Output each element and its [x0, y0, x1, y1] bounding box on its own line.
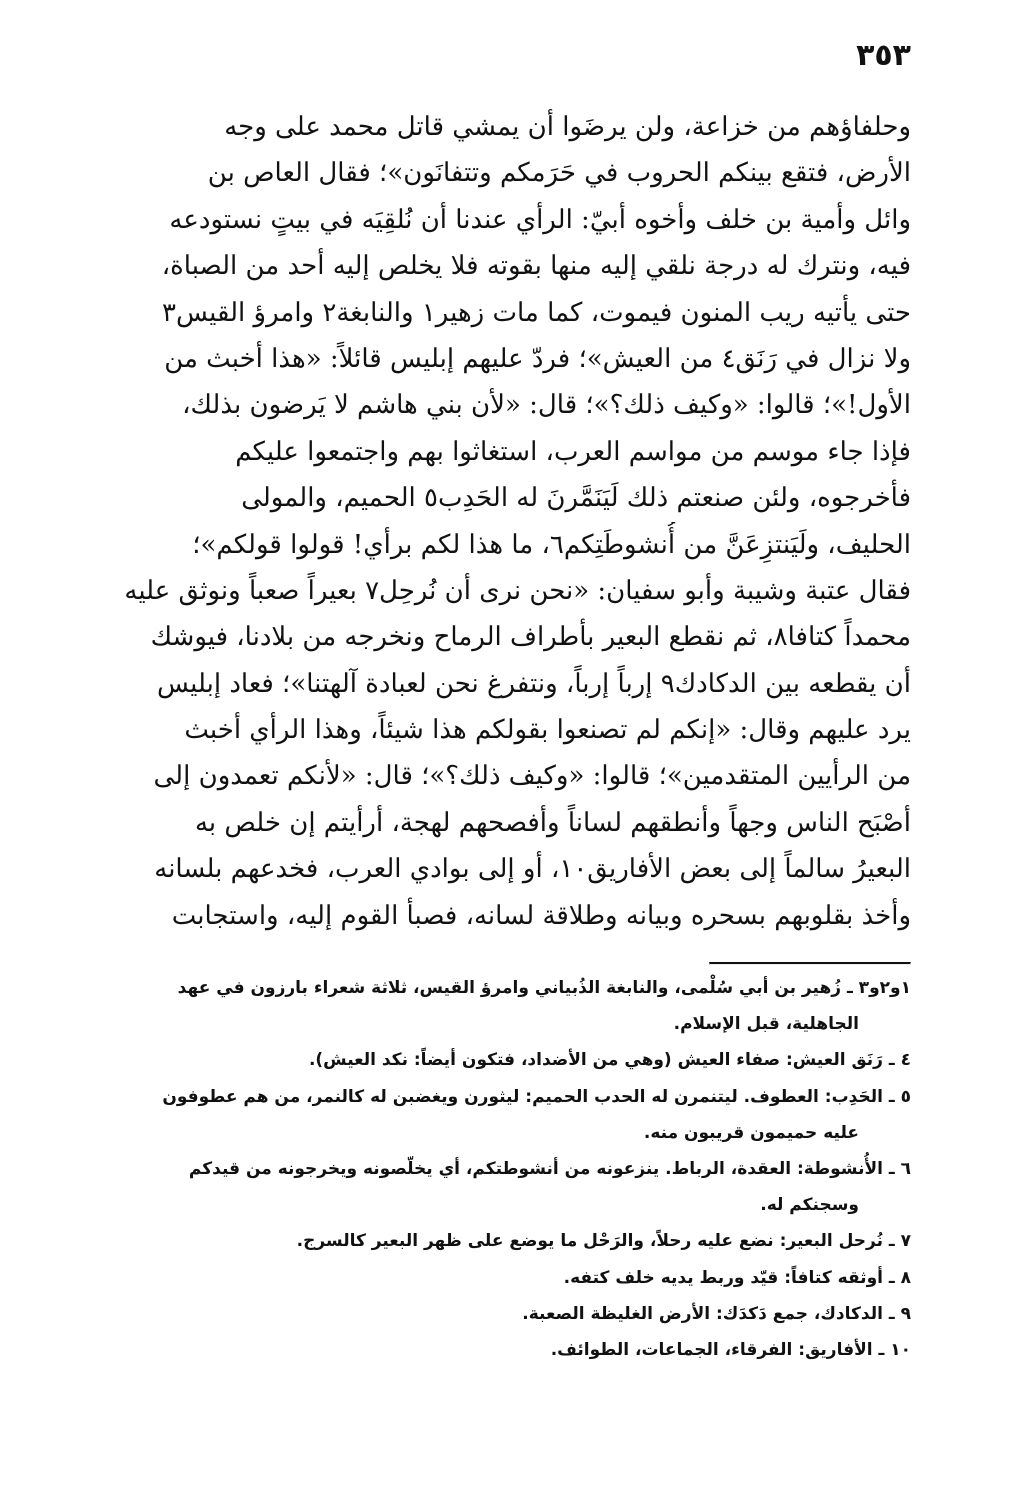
footnote-line: ٤ ـ رَنَق العيش: صفاء العيش (وهي من الأضداد، فتكون أيضاً: نكد العيش). — [308, 1050, 911, 1071]
main-text-line: البعيرُ سالماً إلى بعض الأفاريق١٠، أو إلى بوادي العرب، فخدعهم بلسانه — [154, 854, 911, 885]
footnote-line: ٥ ـ الحَدِب: العطوف. ليتنمرن له الحدب الحميم: ليثورن ويغضبن له كالنمر، من هم عطوفون — [162, 1086, 911, 1107]
main-text-line: ولا نزال في رَنَق٤ من العيش»؛ فردّ عليهم إبليس قائلاً: «هذا أخبث من — [164, 343, 911, 374]
footnote-line: ٨ ـ أوثقه كتافاً: قيّد وربط يديه خلف كتفه. — [563, 1267, 911, 1288]
main-text-line: فقال عتبة وشيبة وأبو سفيان: «نحن نرى أن نُرحِل٧ بعيراً صعباً ونوثق عليه — [124, 575, 911, 606]
footnote-line: ٦ ـ الأُنشوطة: العقدة، الرباط. ينزعونه من أنشوطتكم، أي يخلّصونه ويخرجونه من قيدكم — [188, 1158, 911, 1179]
page-number: ٣٥٣ — [856, 38, 911, 73]
footnote-line: ٧ ـ نُرحل البعير: نضع عليه رحلاً، والرَحْل ما يوضع على ظهر البعير كالسرج. — [296, 1231, 911, 1252]
main-text-line: محمداً كتافا٨، ثم نقطع البعير بأطراف الرماح ونخرجه من بلادنا، فيوشك — [150, 622, 911, 653]
main-text — [111, 104, 911, 939]
footnote-line: ٩ ـ الدكادك، جمع دَكدَك: الأرض الغليظة الصعبة. — [522, 1303, 911, 1324]
main-text-line: فيه، ونترك له درجة نلقي إليه منها بقوته فلا يخلص إليه أحد من الصباة، — [161, 251, 911, 282]
main-text-line: وأخذ بقلوبهم بسحره وبيانه وطلاقة لسانه، فصبأ القوم إليه، واستجابت — [171, 900, 911, 931]
main-text-line: الحليف، ولَيَنتزِعَنَّ من أُنشوطَتِكم٦، ما هذا لكم برأي! قولوا قولكم»؛ — [192, 529, 911, 560]
main-text-line: أصْبَح الناس وجهاً وأنطقهم لساناً وأفصحهم لهجة، أرأيتم إن خلص به — [194, 807, 911, 838]
main-text-line: من الرأيين المتقدمين»؛ قالوا: «وكيف ذلك؟»؛ قال: «لأنكم تعمدون إلى — [153, 761, 911, 792]
footnote-line: وسجنكم له. — [760, 1195, 859, 1216]
footnotes — [111, 970, 911, 1368]
main-text-line: فأخرجوه، ولئن صنعتم ذلك لَيَنَمَّرنَ له الحَدِب٥ الحميم، والمولى — [241, 483, 911, 514]
footnote-divider — [709, 962, 911, 965]
main-text-line: وحلفاؤهم من خزاعة، ولن يرضَوا أن يمشي قاتل محمد على وجه — [224, 112, 911, 142]
main-text-line: الأول!»؛ قالوا: «وكيف ذلك؟»؛ قال: «لأن بني هاشم لا يَرضون بذلك، — [182, 390, 911, 421]
footnote-line: ١٠ ـ الأفاريق: الفرقاء، الجماعات، الطوائف. — [550, 1339, 911, 1360]
main-text-line: وائل وأمية بن خلف وأخوه أبيّ: الرأي عندنا أن نُلقِيَه في بيتٍ نستودعه — [169, 204, 911, 235]
main-text-line: حتى يأتيه ريب المنون فيموت، كما مات زهير١ والنابغة٢ وامرؤ القيس٣ — [161, 297, 911, 328]
main-text-line: يرد عليهم وقال: «إنكم لم تصنعوا بقولكم هذا شيئاً، وهذا الرأي أخبث — [184, 715, 911, 746]
main-text-line: فإذا جاء موسم من مواسم العرب، استغاثوا بهم واجتمعوا عليكم — [235, 436, 911, 467]
footnote-line: عليه حميمون قريبون منه. — [643, 1122, 859, 1143]
main-text-line: أن يقطعه بين الدكادك٩ إرباً إرباً، ونتفرغ نحن لعبادة آلهتنا»؛ فعاد إبليس — [157, 668, 911, 699]
footnote-line: ١و٢و٣ ـ زُهير بن أبي سُلْمى، والنابغة الذُبياني وامرؤ القيس، ثلاثة شعراء بارزون في عهد — [177, 978, 911, 998]
footnote-line: الجاهلية، قبل الإسلام. — [673, 1014, 859, 1035]
main-text-line: الأرض، فتقع بينكم الحروب في حَرَمكم وتتفانَون»؛ فقال العاص بن — [207, 158, 911, 189]
